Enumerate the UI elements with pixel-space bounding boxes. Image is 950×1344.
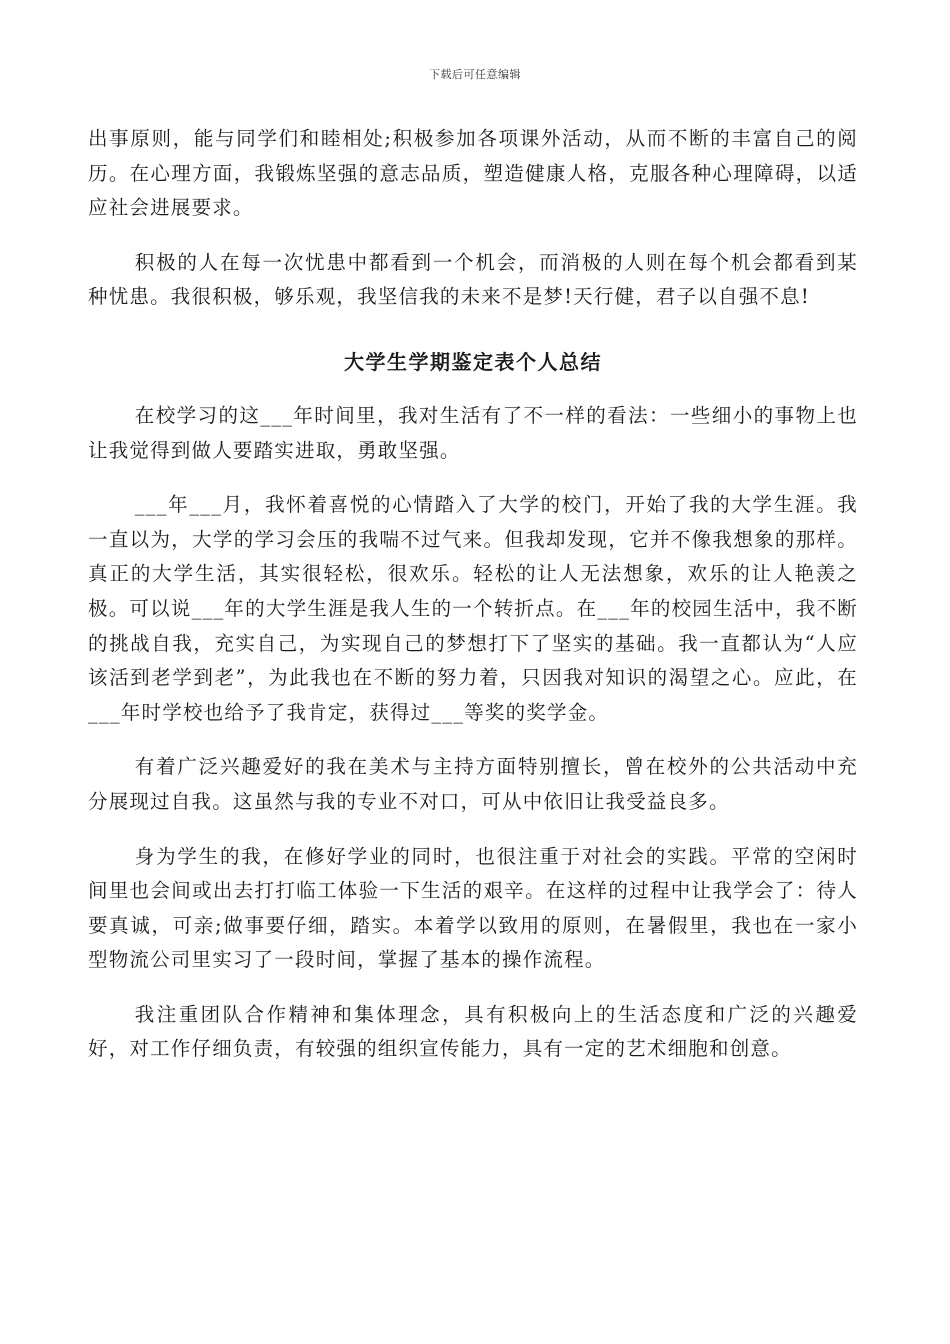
intro-paragraph-1: 出事原则，能与同学们和睦相处;积极参加各项课外活动，从而不断的丰富自己的阅历。在心理方面，我锻炼坚强的意志品质，塑造健康人格，克服各种心理障碍，以适应社会进展要求。 (88, 127, 858, 220)
header-note: 下载后可任意编辑 (429, 68, 521, 81)
section-title: 大学生学期鉴定表个人总结 (344, 349, 602, 374)
document-body (88, 122, 858, 1087)
section-paragraph-3: 有着广泛兴趣爱好的我在美术与主持方面特别擅长，曾在校外的公共活动中充分展现过自我。这虽然与我的专业不对口，可从中依旧让我受益良多。 (88, 755, 858, 813)
section-paragraph-4: 身为学生的我，在修好学业的同时，也很注重于对社会的实践。平常的空闲时间里也会间或出去打打临工体验一下生活的艰辛。在这样的过程中让我学会了：待人要真诚，可亲;做事要仔细，踏实。本着学以致用的原则，在暑假里，我也在一家小型物流公司里实习了一段时间，掌握了基本的操作流程。 (88, 844, 858, 972)
section-paragraph-1: 在校学习的这___年时间里，我对生活有了不一样的看法：一些细小的事物上也让我觉得到做人要踏实进取，勇敢坚强。 (88, 403, 858, 462)
intro-paragraph-2: 积极的人在每一次忧患中都看到一个机会，而消极的人则在每个机会都看到某种忧患。我很积极，够乐观，我坚信我的未来不是梦!天行健，君子以自强不息! (88, 250, 858, 309)
section-paragraph-5: 我注重团队合作精神和集体理念，具有积极向上的生活态度和广泛的兴趣爱好，对工作仔细负责，有较强的组织宣传能力，具有一定的艺术细胞和创意。 (88, 1002, 858, 1061)
section-paragraph-2: ___年___月，我怀着喜悦的心情踏入了大学的校门，开始了我的大学生涯。我一直以为，大学的学习会压的我喘不过气来。但我却发现，它并不像我想象的那样。真正的大学生活，其实很轻松，很欢乐。轻松的让人无法想象，欢乐的让人艳羡之极。可以说___年的大学生涯是我人生的一个转折点。在___年的校园生活中，我不断的挑战自我，充实自己，为实现自己的梦想打下了坚实的基础。我一直都认为“人应该活到老学到老”，为此我也在不断的努力着，只因我对知识的渴望之心。应此，在___年时学校也给予了我肯定，获得过___等奖的奖学金。 (88, 493, 858, 724)
